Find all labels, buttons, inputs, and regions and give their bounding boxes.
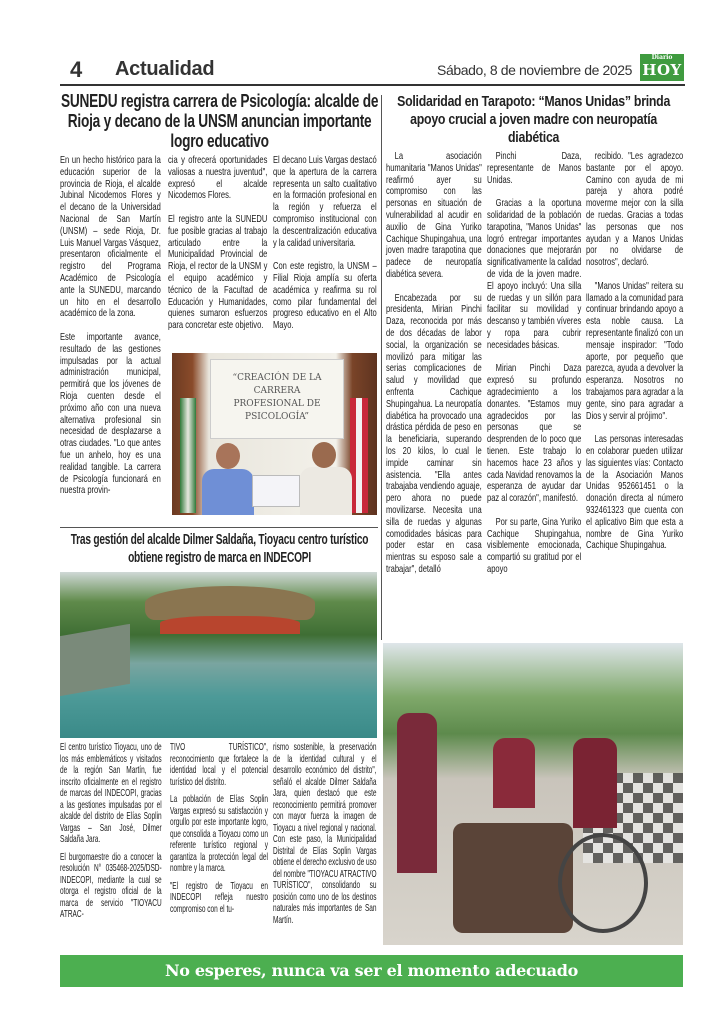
certificate-document [252, 475, 300, 507]
article-manos-unidas-column-1 [386, 151, 482, 576]
person-left [397, 713, 437, 873]
headline-manos-unidas: Solidaridad en Tarapoto: “Manos Unidas” brinda apoyo crucial a joven madre con neuropatía diabética [397, 94, 671, 146]
paragraph: "Manos Unidas" reitera su llamado a la comunidad para continuar brindando apoyo a esta noble causa. La representante finalizó con un mensaje inspirador: "Todo aporte, por pequeño que parezca, ayuda a devolver la esperanza. Nosotros no trabajamos para agradar a la gente, sino para agradar a Dios y servir al prójimo". [586, 279, 684, 422]
flag-rioja [180, 398, 196, 513]
bottom-banner: No esperes, nunca va ser el momento adecuado [60, 955, 683, 987]
article-tioyacu-column-3 [273, 742, 377, 926]
article-manos-unidas-column-2 [487, 151, 581, 576]
person-right-head [312, 442, 336, 468]
paragraph: recibido. "Les agradezco bastante por el apoyo. Camino con ayuda de mi pareja y ahora podré moverme mejor con la silla de ruedas. Gracias a todas las personas que nos ayudan y a Manos Unidas por no olvidarse de nosotros", declaró. [586, 150, 684, 269]
person-right [573, 738, 617, 828]
paragraph: El registro ante la SUNEDU fue posible gracias al trabajo articulado entre la Municipalidad Provincial de Rioja, el rector de la UNSM y el equipo académico y técnico de la Facultad de Educación y Humanidades, quienes sumaron esfuerzos para concretar este objetivo. [168, 212, 268, 332]
paragraph: Este importante avance, resultado de las gestiones impulsadas por la actual administración municipal, permitirá que los jóvenes de Rioja cuenten desde el próximo año con una nueva alternativa profesional sin necesidad de desplazarse a otras ciudades. "Lo que antes fue un anhelo, hoy es una realidad tangible. La carrera de Psicología funcionará en nuestra provin- [60, 330, 161, 497]
paragraph: Pinchi Daza, representante de Manos Unidas. [487, 150, 582, 186]
screen-text-line: PSICOLOGÍA” [245, 412, 309, 422]
logo-big-text: HOY [642, 61, 682, 79]
person-left [202, 469, 254, 515]
headline-sunedu: SUNEDU registra carrera de Psicología: alcalde de Rioja y decano de la UNSM anuncian importante logro educativo [60, 91, 379, 151]
article-divider [60, 527, 378, 528]
paragraph: Las personas interesadas en colaborar pueden utilizar las siguientes vías: Contacto de la Asociación Manos Unidas 952661451 o la donación directa al número 932461323 que cuenta con el aplicativo Bim que esta a nombre de Gina Yuriko Cachique Shupingahua. [586, 433, 684, 552]
paragraph: cia y ofrecerá oportunidades valiosas a nuestra juventud", expresó el alcalde Nicodemos Flores. [168, 154, 268, 202]
headline-tioyacu: Tras gestión del alcalde Dilmer Saldaña, Tioyacu centro turístico obtiene registro de marca en INDECOPI [70, 532, 369, 566]
paragraph: "El registro de Tioyacu en INDECOPI refleja nuestro compromiso con el tu- [170, 879, 268, 915]
paragraph: Con este registro, la UNSM – Filial Rioja amplía su oferta académica y reafirma su rol como pilar fundamental del progreso educativo en el Alto Mayo. [273, 260, 377, 332]
article-tioyacu-column-1 [60, 742, 162, 921]
logo-small-text: Diario [651, 54, 673, 61]
article-sunedu-column-3 [273, 155, 377, 332]
wheelchair [558, 833, 648, 933]
article-tioyacu-column-2 [170, 742, 268, 915]
paragraph: El burgomaestre dio a conocer la resolución N° 035468-2025/DSD-INDECOPI, mediante la cual se otorga el registro oficial de la marca de servicio "TIOYACU ATRAC- [60, 850, 162, 920]
paragraph: rismo sostenible, la preservación de la identidad cultural y el desarrollo económico del distrito", señaló el alcalde Dilmer Saldaña Jara, quien destacó que este reconocimiento permitirá promover con mayor fuerza la imagen de Tioyacu a nivel regional y nacional. Con este paso, la Municipalidad Distrital de Elías Soplin Vargas obtiene el derecho exclusivo de uso del nombre "TIOYACU ATRACTIVO TURÍSTICO", consolidando su posición como uno de los destinos naturales más importantes de San Martín. [273, 741, 377, 926]
photo-tioyacu-pool [60, 572, 377, 738]
section-title: Actualidad [115, 58, 215, 80]
photo-psicologia-ceremony [172, 353, 377, 515]
issue-date: Sábado, 8 de noviembre de 2025 [437, 62, 633, 78]
header-rule [60, 84, 685, 86]
flag-peru [350, 398, 368, 513]
paragraph: TIVO TURÍSTICO", reconocimiento que fortalece la identidad local y el potencial turístico del distrito. [170, 741, 268, 788]
paragraph: Encabezada por su presidenta, Mirian Pinchi Daza, reconocida por más de dos décadas de labor social, la organización se movilizó para mitigar las serias complicaciones de salud y movilidad que enfrenta Cachique Shupingahua. La neuropatía diabética ha provocado una drástica pérdida de peso en la beneficiaria, superando los 20 kilos, lo cual le impide caminar sin asistencia. "Ella antes trabajaba vendiendo aguaje, pero ahora no puede movilizarse. Necesita una silla de ruedas y algunas comodidades básicas para poder estar en casa mientras su esposo sale a trabajar", detalló [386, 291, 482, 575]
article-sunedu-column-2 [168, 155, 267, 332]
stone-edge [60, 624, 130, 696]
paragraph: La asociación humanitaria "Manos Unidas" reafirmó ayer su compromiso con las personas en situación de vulnerabilidad al acudir en auxilio de Gina Yuriko Cachique Shupingahua, una joven madre tarapotina que padece de neuropatía diabética severa. [386, 150, 482, 280]
paragraph: El decano Luis Vargas destacó que la apertura de la carrera representa un salto cualitativo en la formación profesional en la región y refuerza el compromiso institucional con la descentralización educativa y la calidad universitaria. [273, 154, 377, 249]
screen-text-line: PROFESIONAL DE [233, 399, 321, 409]
paragraph: En un hecho histórico para la educación superior de la provincia de Rioja, el alcalde Jubinal Nicodemos Flores y el decano de la Universidad Nacional de San Martín (UNSM) – sede Rioja, Dr. Luis Manuel Vargas Vásquez, presentaron oficialmente el registro del Programa Académico de Psicología ante la SUNEDU, marcando un hito en el desarrollo académico de la zona. [60, 154, 161, 320]
photo-donation-delivery [383, 643, 683, 945]
person-left-head [216, 443, 240, 469]
paragraph: Mirian Pinchi Daza expresó su profundo agradecimiento a los donantes. "Estamos muy agradecidos por las personas que se desprenden de lo poco que tienen. Este trabajo lo hacemos hace 23 años y cada Navidad renovamos la esperanza de ayudar dar paz al corazón", manifestó. [487, 362, 582, 505]
paragraph: El centro turístico Tioyacu, uno de los más emblemáticos y visitados de la región San Martín, fue inscrito oficialmente en el registro de marcas del INDECOPI, gracias a las gestiones impulsadas por el alcalde del distrito de Elías Soplin Vargas – San José, Dilmer Saldaña Jara. [60, 741, 162, 845]
paragraph: La población de Elías Soplin Vargas expresó su satisfacción y orgullo por este importante logro, que consolida a Tioyacu como un referente turístico regional y garantiza la protección legal del nombre y la marca. [170, 793, 268, 874]
bridge [160, 616, 300, 634]
newspaper-logo [640, 54, 684, 81]
article-sunedu-column-1 [60, 155, 161, 497]
page-number: 4 [70, 57, 83, 82]
screen-text-line: “CREACIÓN DE LA CARRERA [232, 373, 322, 396]
thatched-roof [145, 586, 315, 620]
paragraph: Gracias a la oportuna solidaridad de la población tarapotina, "Manos Unidas" logró entregar importantes donaciones que mejorarán significativamente la calidad de vida de la joven madre. El apoyo incluyó: Una silla de ruedas y un sillón para facilitar su movilidad y descanso y también víveres y ropa para cubrir necesidades básicas. [487, 197, 582, 351]
person-center [493, 738, 535, 808]
projected-screen [210, 359, 344, 439]
armchair [453, 823, 573, 933]
paragraph: Por su parte, Gina Yuriko Cachique Shupingahua, visiblemente emocionada, compartió su gratitud por el apoyo [487, 515, 582, 575]
person-right [300, 467, 352, 515]
article-manos-unidas-column-3 [586, 151, 683, 552]
